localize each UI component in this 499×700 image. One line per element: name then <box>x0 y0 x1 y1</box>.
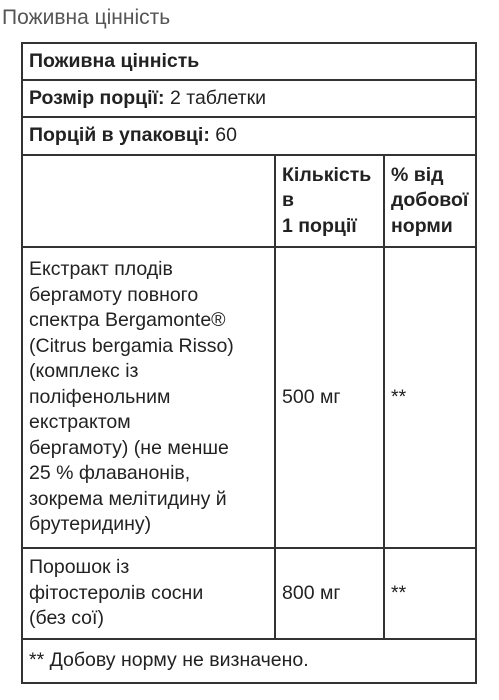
ingredient-name-line: зокрема мелітидину й <box>29 487 227 510</box>
ingredient-name-line: поліфенольним <box>29 385 171 408</box>
ingredient-daily-value-cell <box>385 248 477 547</box>
ingredient-name-line: (комплекс із <box>29 360 139 383</box>
servings-per-container-row <box>23 118 475 156</box>
servings-value: 60 <box>209 124 237 147</box>
ingredient-name-line: фітостеролів сосни <box>29 581 204 604</box>
header-empty-cell <box>23 156 276 246</box>
ingredient-amount-cell <box>276 549 385 638</box>
servings-per-container <box>23 118 475 154</box>
ingredient-daily-value-cell <box>385 549 477 638</box>
page-caption: Поживна цінність <box>2 6 171 29</box>
ingredient-daily-value: ** <box>391 385 407 408</box>
servings-label: Порцій в упаковці: <box>29 124 210 147</box>
ingredient-name-cell <box>23 248 276 547</box>
facts-title-row <box>23 44 475 81</box>
ingredient-daily-value: ** <box>391 581 407 604</box>
ingredient-name-cell <box>23 549 276 638</box>
ingredient-name-line: Порошок із <box>29 556 130 579</box>
ingredient-amount: 800 мг <box>282 581 341 604</box>
serving-size <box>23 81 475 116</box>
ingredient-name-line: бергамоту) (не менше <box>29 436 229 459</box>
serving-size-label: Розмір порції: <box>29 86 165 109</box>
header-amount-line: 1 порції <box>282 214 357 237</box>
header-dv-line: % від <box>391 163 444 186</box>
column-header-row <box>23 156 475 248</box>
ingredient-name-line: (без сої) <box>29 607 104 630</box>
facts-title: Поживна цінність <box>29 49 200 72</box>
header-amount-line: Кількість <box>282 163 372 186</box>
serving-size-row <box>23 81 475 118</box>
ingredient-name-line: брутеридину) <box>29 513 152 536</box>
header-daily-value-cell <box>385 156 477 246</box>
serving-size-value: 2 таблетки <box>164 86 267 109</box>
footnote: ** Добову норму не визначено. <box>29 649 309 672</box>
ingredient-name-line: Екстракт плодів <box>29 258 173 281</box>
ingredient-name-line: спектра Bergamonte® <box>29 309 226 332</box>
ingredient-row-bergamot <box>23 248 475 549</box>
header-amount-line: в <box>282 189 294 212</box>
ingredient-amount-cell <box>276 248 385 547</box>
ingredient-row-pine-phytosterols <box>23 549 475 640</box>
ingredient-name-line: бергамоту повного <box>29 283 199 306</box>
header-amount-cell <box>276 156 385 246</box>
ingredient-name-line: екстрактом <box>29 411 131 434</box>
ingredient-name-line: 25 % флаванонів, <box>29 462 191 485</box>
header-dv-line: добової <box>391 189 469 212</box>
footnote-row <box>23 640 475 682</box>
ingredient-name-line: (Citrus bergamia Risso) <box>29 334 234 357</box>
header-dv-line: норми <box>391 214 453 237</box>
nutrition-facts-table <box>21 42 477 684</box>
ingredient-amount: 500 мг <box>282 385 341 408</box>
